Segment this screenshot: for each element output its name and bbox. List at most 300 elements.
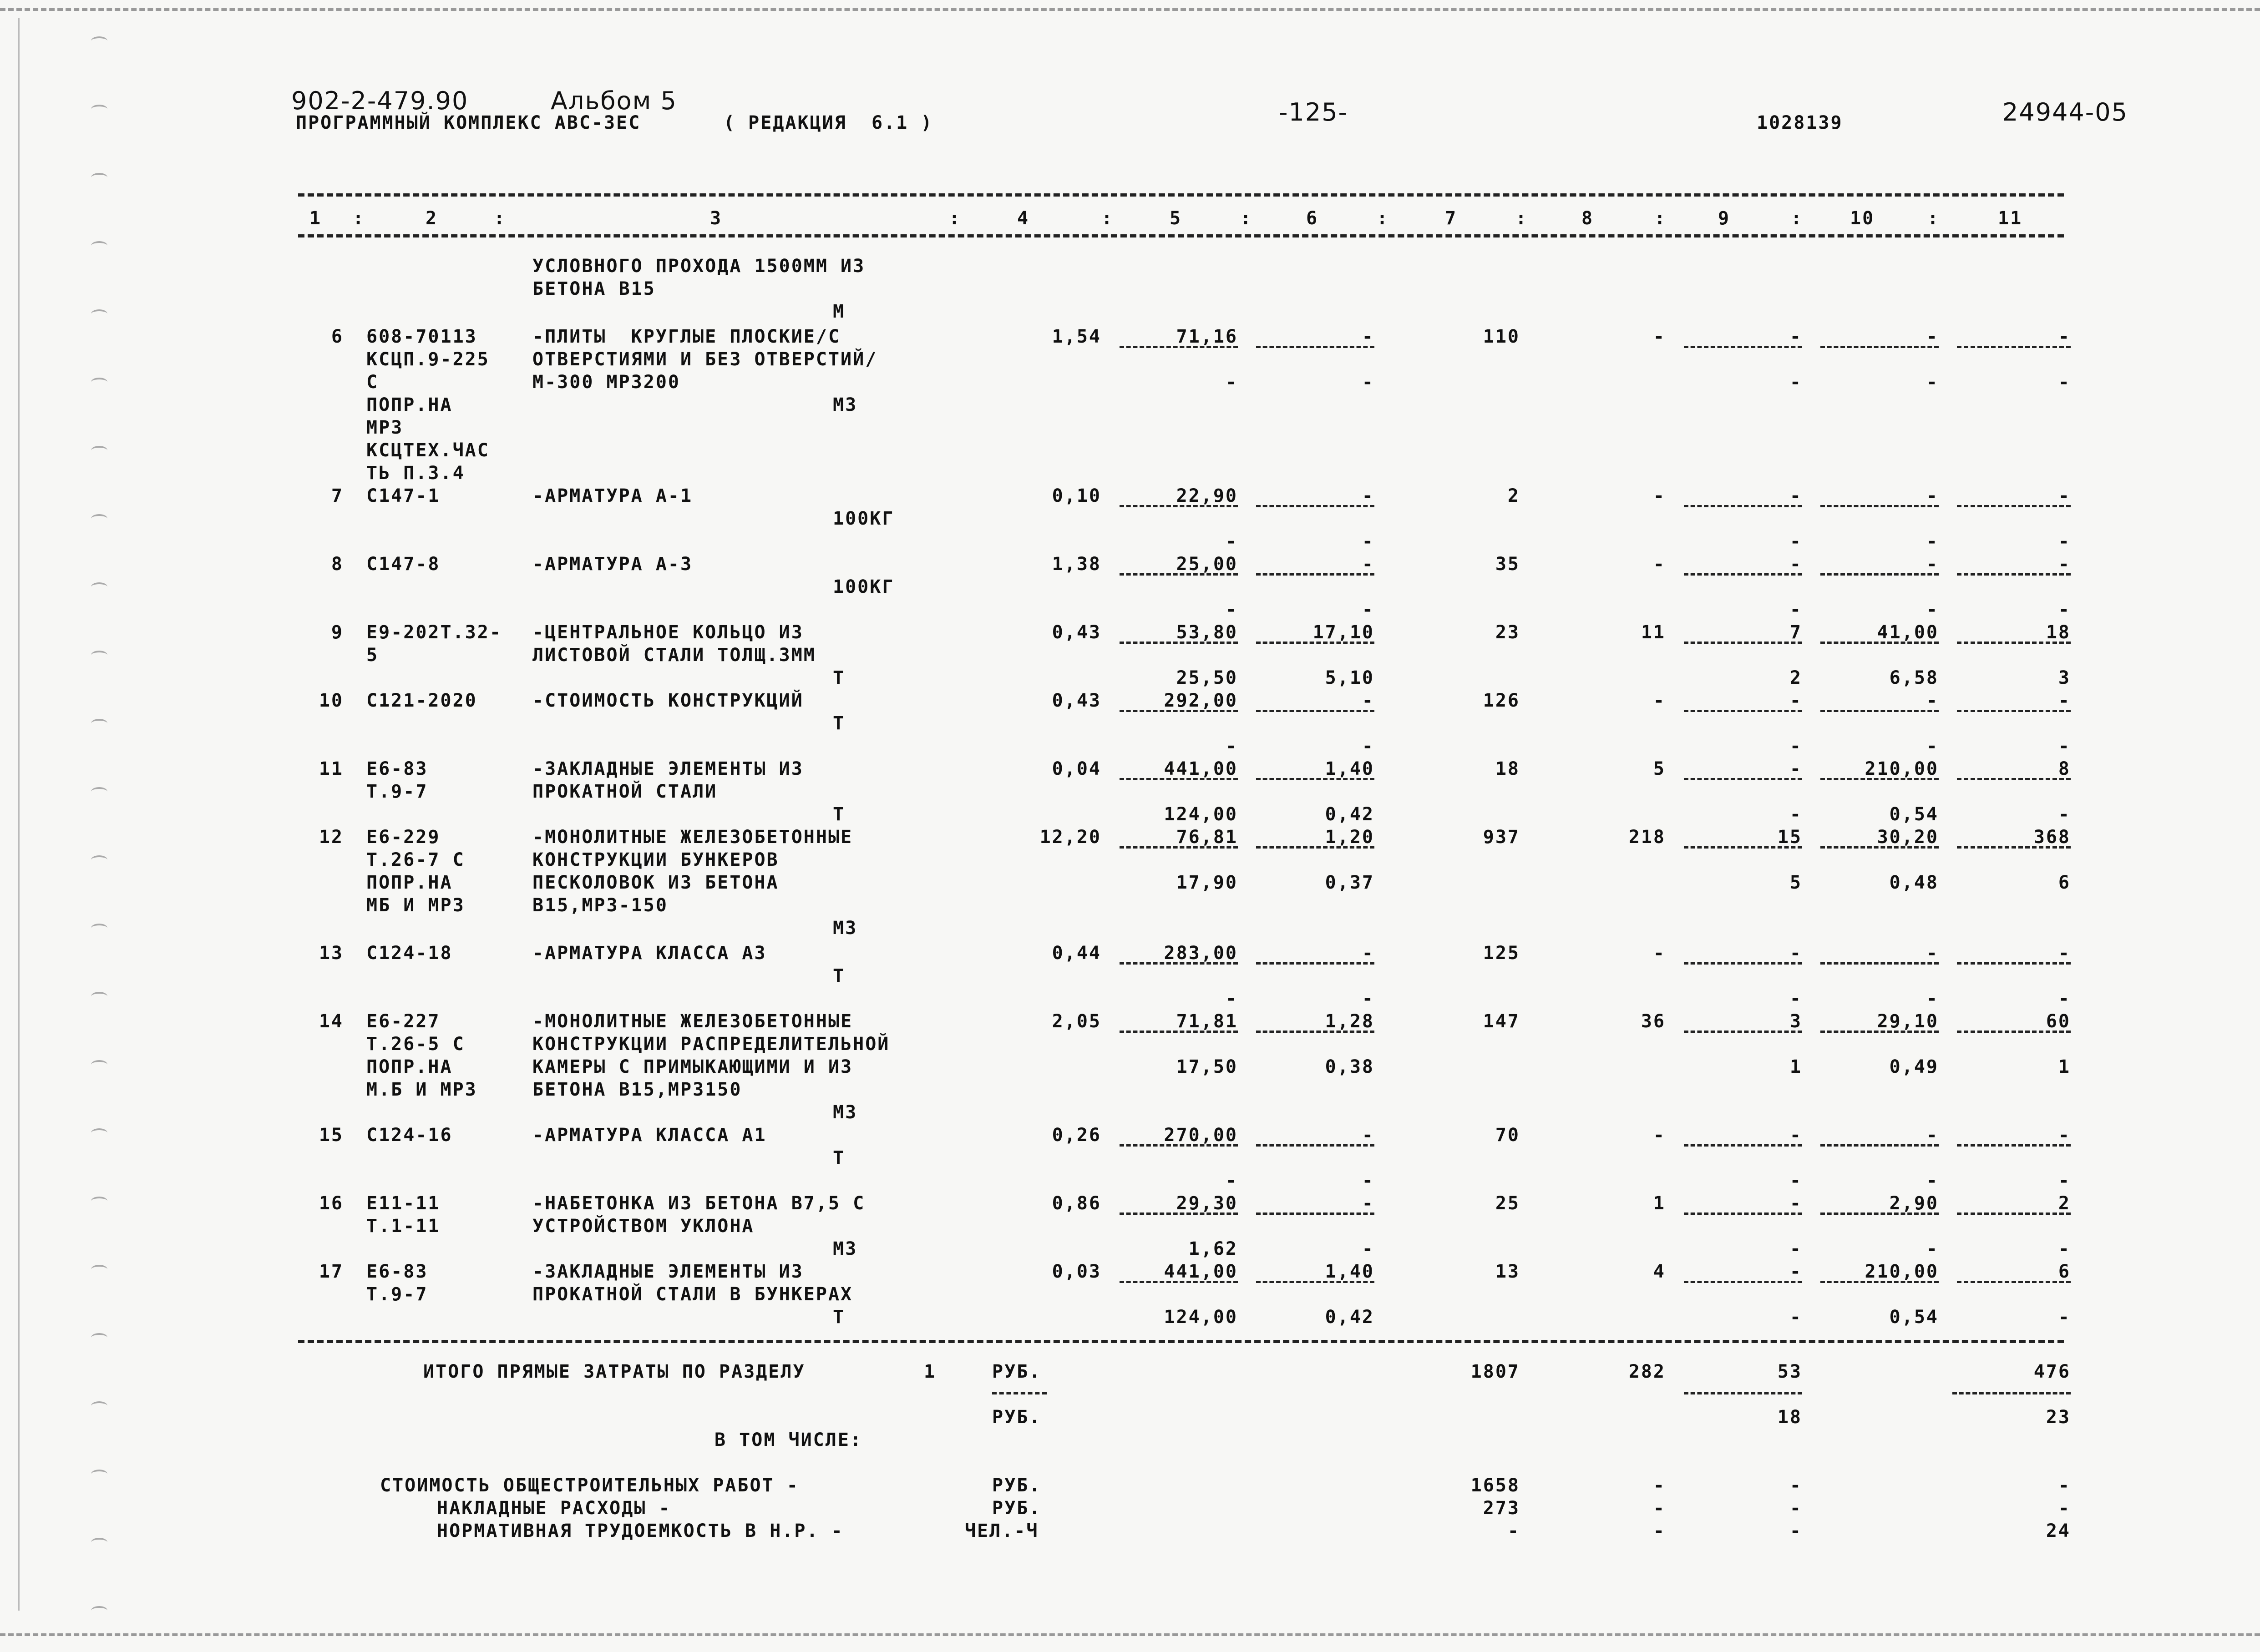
row-col5-second: 17,90 (1176, 872, 1238, 893)
subtotal-dash-line (1256, 1031, 1374, 1033)
subtotal-dash-line (1820, 1031, 1939, 1033)
row-description: КОНСТРУКЦИИ РАСПРЕДЕЛИТЕЛЬНОЙ (532, 1034, 890, 1055)
row-code: МБ И МР3 (366, 895, 465, 916)
subtotal-dash-line (1820, 1144, 1939, 1147)
summary-col9-1: - (1789, 1475, 1802, 1496)
subtotal-dash-line (1820, 642, 1939, 644)
row-description: КАМЕРЫ С ПРИМЫКАЮЩИМИ И ИЗ (532, 1056, 853, 1077)
row-col5: 71,16 (1176, 326, 1238, 347)
row-col4: 2,05 (1052, 1011, 1101, 1032)
row-col10-second: 0,49 (1889, 1056, 1939, 1077)
row-col5: 22,90 (1176, 485, 1238, 506)
summary-unit-2: РУБ. (992, 1498, 1042, 1519)
row-col11-second: 6 (2058, 872, 2071, 893)
row-col11: 60 (2046, 1011, 2071, 1032)
row-col10: - (1926, 326, 1939, 347)
row-col9: - (1789, 554, 1802, 575)
row-col6-second: - (1362, 372, 1374, 393)
row-code: 5 (366, 645, 379, 666)
summary-col7-3: - (1507, 1521, 1520, 1541)
row-col7: 110 (1483, 326, 1520, 347)
subtotal-dash-line (1957, 642, 2071, 644)
row-col10-second: - (1926, 372, 1939, 393)
row-col5-second: - (1225, 1170, 1238, 1191)
row-col9: 7 (1789, 622, 1802, 643)
row-col10: 2,90 (1889, 1193, 1939, 1214)
summary-col8-1: - (1653, 1475, 1666, 1496)
row-col6: 1,20 (1325, 827, 1374, 848)
row-code: С124-18 (366, 943, 453, 964)
row-col6: 1,28 (1325, 1011, 1374, 1032)
row-number: 16 (319, 1193, 344, 1214)
row-col10: 210,00 (1865, 758, 1939, 779)
row-col6: - (1362, 326, 1374, 347)
row-code: М.Б И МР3 (366, 1079, 477, 1100)
row-col11-second: - (2058, 531, 2071, 552)
row-col10-second: - (1926, 988, 1939, 1009)
row-col9: - (1789, 943, 1802, 964)
totals-label: ИТОГО ПРЯМЫЕ ЗАТРАТЫ ПО РАЗДЕЛУ (423, 1361, 806, 1382)
top-perforation (0, 8, 2260, 11)
row-col9: 15 (1777, 827, 1802, 848)
row-code: Е11-11 (366, 1193, 441, 1214)
subtotal-dash-line (1256, 505, 1374, 507)
bottom-perforation (0, 1633, 2260, 1636)
row-col6: - (1362, 485, 1374, 506)
row-col10-second: 0,54 (1889, 804, 1939, 825)
row-col9: - (1789, 690, 1802, 711)
subtotal-dash-line (1120, 1212, 1238, 1215)
subtotal-dash-line (1684, 1212, 1802, 1215)
subtotal-dash-line (1256, 346, 1374, 348)
row-col5-second: - (1225, 736, 1238, 757)
row-col4: 0,04 (1052, 758, 1101, 779)
row-col6: - (1362, 554, 1374, 575)
row-col9: - (1789, 758, 1802, 779)
subtotal-dash-line (1120, 642, 1238, 644)
col-header-3: 3 (710, 208, 723, 229)
subtotal-dash-line (1957, 1281, 2071, 1283)
row-col7: 25 (1495, 1193, 1520, 1214)
row-col6: - (1362, 1193, 1374, 1214)
row-col5: 76,81 (1176, 827, 1238, 848)
row-description: -АРМАТУРА А-3 (532, 554, 693, 575)
row-description: -МОНОЛИТНЫЕ ЖЕЛЕЗОБЕТОННЫЕ (532, 1011, 853, 1032)
row-col11: - (2058, 943, 2071, 964)
row-code: Т.26-5 С (366, 1034, 465, 1055)
row-unit: Т (833, 804, 846, 825)
row-col11: - (2058, 1125, 2071, 1146)
row-col9-second: - (1789, 372, 1802, 393)
row-col11-second: - (2058, 1307, 2071, 1328)
row-number: 8 (331, 554, 344, 575)
row-unit: Т (833, 965, 846, 986)
row-col6-second: - (1362, 988, 1374, 1009)
subtotal-dash-line (1957, 1031, 2071, 1033)
row-col4: 1,38 (1052, 554, 1101, 575)
row-unit: М3 (833, 1238, 858, 1259)
row-col10: 210,00 (1865, 1261, 1939, 1282)
row-col9: - (1789, 326, 1802, 347)
row-col5-second: - (1225, 531, 1238, 552)
row-description: КОНСТРУКЦИИ БУНКЕРОВ (532, 849, 779, 870)
row-col10-second: - (1926, 1238, 1939, 1259)
row-number: 14 (319, 1011, 344, 1032)
row-col9-second: - (1789, 988, 1802, 1009)
row-number: 6 (331, 326, 344, 347)
row-col11-second: - (2058, 988, 2071, 1009)
row-col8: 5 (1653, 758, 1666, 779)
subtotal-dash-line (1256, 1281, 1374, 1283)
row-col8: 1 (1653, 1193, 1666, 1214)
totals-col9-second: 18 (1777, 1407, 1802, 1428)
col-header-8: 8 (1581, 208, 1594, 229)
row-col8: 218 (1628, 827, 1666, 848)
row-unit: Т (833, 1307, 846, 1328)
subtotal-dash-line (1684, 1144, 1802, 1147)
col-header-10: 10 (1850, 208, 1875, 229)
row-col6: - (1362, 1125, 1374, 1146)
continuation-unit: М (833, 301, 846, 322)
row-col4: 0,10 (1052, 485, 1101, 506)
continuation-line-2: БЕТОНА В15 (532, 278, 656, 299)
row-col5: 283,00 (1164, 943, 1238, 964)
row-description: -АРМАТУРА КЛАССА А3 (532, 943, 767, 964)
row-col7: 23 (1495, 622, 1520, 643)
col-header-1: 1 (309, 208, 322, 229)
doc-code: 902-2-479.90 (291, 86, 469, 115)
summary-col9-3: - (1789, 1521, 1802, 1541)
row-col6: 1,40 (1325, 1261, 1374, 1282)
summary-unit-1: РУБ. (992, 1475, 1042, 1496)
row-col5-second: 124,00 (1164, 1307, 1238, 1328)
totals-col9: 53 (1777, 1361, 1802, 1382)
totals-col8: 282 (1628, 1361, 1666, 1382)
row-code: Е9-202Т.32- (366, 622, 502, 643)
subtotal-dash-line (1120, 1281, 1238, 1283)
subtotal-dash-line (1120, 778, 1238, 780)
row-code: Е6-83 (366, 1261, 428, 1282)
row-number: 10 (319, 690, 344, 711)
row-code: Е6-229 (366, 827, 441, 848)
row-col9-second: 5 (1789, 872, 1802, 893)
row-col9-second: - (1789, 1307, 1802, 1328)
row-col11: 2 (2058, 1193, 2071, 1214)
row-col9-second: - (1789, 804, 1802, 825)
subtotal-dash-line (1120, 962, 1238, 965)
row-col9-second: 2 (1789, 667, 1802, 688)
subtotal-dash-line (1684, 778, 1802, 780)
row-col8: - (1653, 485, 1666, 506)
row-col9: - (1789, 1125, 1802, 1146)
row-description: БЕТОНА В15,МР3150 (532, 1079, 742, 1100)
totals-section: 1 (924, 1361, 937, 1382)
row-col7: 126 (1483, 690, 1520, 711)
header-top-rule (298, 193, 2064, 197)
summary-col11-2: - (2058, 1498, 2071, 1519)
row-unit: М3 (833, 1102, 858, 1123)
totals-unit-1: РУБ. (992, 1361, 1042, 1382)
subtotal-dash-line (1957, 710, 2071, 712)
row-col7: 35 (1495, 554, 1520, 575)
summary-col11-3: 24 (2046, 1521, 2071, 1541)
summary-col9-2: - (1789, 1498, 1802, 1519)
subtotal-dash-line (1684, 710, 1802, 712)
row-description: УСТРОЙСТВОМ УКЛОНА (532, 1216, 755, 1237)
row-col10-second: 0,54 (1889, 1307, 1939, 1328)
row-code: Т.1-11 (366, 1216, 441, 1237)
subtotal-dash-line (1684, 846, 1802, 849)
row-col7: 13 (1495, 1261, 1520, 1282)
subtotal-dash-line (1957, 1212, 2071, 1215)
subtotal-dash-line (1120, 505, 1238, 507)
row-description: -МОНОЛИТНЫЕ ЖЕЛЕЗОБЕТОННЫЕ (532, 827, 853, 848)
row-code: С (366, 372, 379, 393)
subtotal-dash-line (1957, 778, 2071, 780)
row-col6: - (1362, 943, 1374, 964)
row-unit: Т (833, 713, 846, 734)
row-col6-second: 0,38 (1325, 1056, 1374, 1077)
row-col10: - (1926, 485, 1939, 506)
row-col4: 1,54 (1052, 326, 1101, 347)
subtotal-dash-line (1256, 642, 1374, 644)
row-col8: - (1653, 943, 1666, 964)
page-number: -125- (1279, 98, 1348, 126)
row-number: 9 (331, 622, 344, 643)
row-description: ЛИСТОВОЙ СТАЛИ ТОЛЩ.3ММ (532, 645, 816, 666)
row-col11-second: 1 (2058, 1056, 2071, 1077)
row-col5-second: - (1225, 599, 1238, 620)
row-col7: 18 (1495, 758, 1520, 779)
subtotal-dash-line (1256, 1212, 1374, 1215)
row-code: 608-70113 (366, 326, 477, 347)
row-description: ПРОКАТНОЙ СТАЛИ В БУНКЕРАХ (532, 1284, 853, 1305)
col-header-9: 9 (1718, 208, 1731, 229)
stamp-number: 24944-05 (2002, 98, 2128, 126)
subtotal-dash-line (1684, 642, 1802, 644)
row-col11: 6 (2058, 1261, 2071, 1282)
row-description: ПРОКАТНОЙ СТАЛИ (532, 781, 718, 802)
col-header-2: 2 (426, 208, 438, 229)
row-col5: 441,00 (1164, 1261, 1238, 1282)
summary-col8-3: - (1653, 1521, 1666, 1541)
row-number: 12 (319, 827, 344, 848)
row-col10: - (1926, 943, 1939, 964)
row-col10-second: - (1926, 1170, 1939, 1191)
subtotal-dash-line (1820, 846, 1939, 849)
program-label: ПРОГРАММНЫЙ КОМПЛЕКС АВС-3ЕС (296, 112, 641, 133)
including-label: В ТОМ ЧИСЛЕ: (714, 1430, 862, 1450)
row-description: -ПЛИТЫ КРУГЛЫЕ ПЛОСКИЕ/С (532, 326, 841, 347)
row-col11: 368 (2033, 827, 2071, 848)
row-code: Т.9-7 (366, 1284, 428, 1305)
row-number: 15 (319, 1125, 344, 1146)
row-col6-second: - (1362, 1238, 1374, 1259)
summary-col8-2: - (1653, 1498, 1666, 1519)
row-col4: 12,20 (1039, 827, 1101, 848)
row-col11-second: - (2058, 1238, 2071, 1259)
row-col6-second: 0,42 (1325, 804, 1374, 825)
row-col6: - (1362, 690, 1374, 711)
summary-label-2: НАКЛАДНЫЕ РАСХОДЫ - (437, 1498, 671, 1519)
subtotal-dash-line (1684, 962, 1802, 965)
row-col5-second: 17,50 (1176, 1056, 1238, 1077)
row-col8: 4 (1653, 1261, 1666, 1282)
row-code: КСЦТЕХ.ЧАС (366, 440, 490, 461)
row-col9-second: - (1789, 736, 1802, 757)
row-col10-second: - (1926, 736, 1939, 757)
row-col5-second: 25,50 (1176, 667, 1238, 688)
row-col8: - (1653, 690, 1666, 711)
row-col6-second: - (1362, 531, 1374, 552)
subtotal-dash-line (1820, 1212, 1939, 1215)
row-col11: 18 (2046, 622, 2071, 643)
row-col5: 292,00 (1164, 690, 1238, 711)
row-col6-second: - (1362, 599, 1374, 620)
summary-col7-2: 273 (1483, 1498, 1520, 1519)
row-col4: 0,43 (1052, 690, 1101, 711)
row-col6-second: 0,37 (1325, 872, 1374, 893)
row-col10: - (1926, 1125, 1939, 1146)
row-unit: М3 (833, 918, 858, 939)
row-code: ПОПР.НА (366, 394, 453, 415)
subtotal-dash-line (1684, 1031, 1802, 1033)
row-col10: 29,10 (1877, 1011, 1939, 1032)
row-col8: - (1653, 1125, 1666, 1146)
row-code: ТЬ П.3.4 (366, 463, 465, 484)
row-unit: Т (833, 667, 846, 688)
row-col11-second: - (2058, 736, 2071, 757)
subtotal-dash-line (1256, 962, 1374, 965)
row-col6-second: - (1362, 736, 1374, 757)
row-col4: 0,26 (1052, 1125, 1101, 1146)
subtotal-dash-line (1820, 505, 1939, 507)
row-col5: 71,81 (1176, 1011, 1238, 1032)
col-header-5: 5 (1170, 208, 1182, 229)
row-col10-second: 6,58 (1889, 667, 1939, 688)
row-description: -ЗАКЛАДНЫЕ ЭЛЕМЕНТЫ ИЗ (532, 1261, 804, 1282)
subtotal-dash-line (1256, 1144, 1374, 1147)
row-col5: 53,80 (1176, 622, 1238, 643)
subtotal-dash-line (1820, 1281, 1939, 1283)
row-col9-second: - (1789, 1238, 1802, 1259)
subtotal-dash-line (1684, 505, 1802, 507)
row-col9: - (1789, 1261, 1802, 1282)
row-col5: 270,00 (1164, 1125, 1238, 1146)
subtotal-dash-line (1120, 346, 1238, 348)
row-col7: 70 (1495, 1125, 1520, 1146)
row-description: -ЦЕНТРАЛЬНОЕ КОЛЬЦО ИЗ (532, 622, 804, 643)
row-col11-second: - (2058, 372, 2071, 393)
subtotal-dash-line (1957, 962, 2071, 965)
row-code: Т.26-7 С (366, 849, 465, 870)
subtotal-dash-line (1120, 1144, 1238, 1147)
row-col11-second: - (2058, 804, 2071, 825)
row-col7: 2 (1507, 485, 1520, 506)
row-description: -ЗАКЛАДНЫЕ ЭЛЕМЕНТЫ ИЗ (532, 758, 804, 779)
row-code: ПОПР.НА (366, 1056, 453, 1077)
row-number: 11 (319, 758, 344, 779)
row-col11: - (2058, 554, 2071, 575)
row-code: КСЦП.9-225 (366, 349, 490, 370)
row-col9: - (1789, 1193, 1802, 1214)
row-col8: 36 (1641, 1011, 1666, 1032)
row-description: -АРМАТУРА А-1 (532, 485, 693, 506)
row-col5-second: - (1225, 988, 1238, 1009)
row-col10-second: - (1926, 599, 1939, 620)
margin-line (18, 18, 20, 1611)
row-code: Т.9-7 (366, 781, 428, 802)
row-number: 13 (319, 943, 344, 964)
row-col11: 8 (2058, 758, 2071, 779)
col-header-4: 4 (1017, 208, 1030, 229)
row-number: 7 (331, 485, 344, 506)
row-col6: 17,10 (1312, 622, 1374, 643)
totals-col11: 476 (2033, 1361, 2071, 1382)
row-description: ПЕСКОЛОВОК ИЗ БЕТОНА (532, 872, 779, 893)
row-col9: - (1789, 485, 1802, 506)
subtotal-dash-line (1684, 573, 1802, 576)
summary-label-3: НОРМАТИВНАЯ ТРУДОЕМКОСТЬ В Н.Р. - (437, 1521, 844, 1541)
row-description: В15,МР3-150 (532, 895, 668, 916)
subtotal-dash-line (1256, 778, 1374, 780)
row-col6-second: 0,42 (1325, 1307, 1374, 1328)
subtotal-dash-line (1684, 1281, 1802, 1283)
summary-col11-1: - (2058, 1475, 2071, 1496)
subtotal-dash-line (1120, 1031, 1238, 1033)
row-col10-second: - (1926, 531, 1939, 552)
subtotal-dash-line (1120, 573, 1238, 576)
row-unit: 100КГ (833, 508, 895, 529)
row-col7: 147 (1483, 1011, 1520, 1032)
row-col7: 125 (1483, 943, 1520, 964)
row-code: С147-8 (366, 554, 441, 575)
row-col4: 0,43 (1052, 622, 1101, 643)
col-header-11: 11 (1998, 208, 2023, 229)
subtotal-dash-line (1120, 710, 1238, 712)
row-col9-second: 1 (1789, 1056, 1802, 1077)
row-description: -СТОИМОСТЬ КОНСТРУКЦИЙ (532, 690, 804, 711)
row-col11-second: - (2058, 1170, 2071, 1191)
summary-label-1: СТОИМОСТЬ ОБЩЕСТРОИТЕЛЬНЫХ РАБОТ - (380, 1475, 799, 1496)
row-code: МР3 (366, 417, 404, 438)
row-description: ОТВЕРСТИЯМИ И БЕЗ ОТВЕРСТИЙ/ (532, 349, 878, 370)
row-col6-second: 5,10 (1325, 667, 1374, 688)
subtotal-dash-line (1957, 505, 2071, 507)
row-col8: 11 (1641, 622, 1666, 643)
row-col4: 0,86 (1052, 1193, 1101, 1214)
header-bottom-rule (298, 234, 2064, 237)
subtotal-dash-line (1120, 846, 1238, 849)
row-col9-second: - (1789, 531, 1802, 552)
row-unit: Т (833, 1147, 846, 1168)
row-col4: 0,44 (1052, 943, 1101, 964)
totals-col11-second: 23 (2046, 1407, 2071, 1428)
row-col9-second: - (1789, 599, 1802, 620)
row-col11: - (2058, 326, 2071, 347)
row-col10-second: 0,48 (1889, 872, 1939, 893)
continuation-line-1: УСЛОВНОГО ПРОХОДА 1500ММ ИЗ (532, 256, 866, 277)
row-unit: 100КГ (833, 576, 895, 597)
subtotal-dash-line (1957, 846, 2071, 849)
subtotal-dash-line (1820, 778, 1939, 780)
row-code: С147-1 (366, 485, 441, 506)
totals-col7: 1807 (1470, 1361, 1520, 1382)
col-header-6: 6 (1306, 208, 1319, 229)
subtotal-dash-line (1957, 573, 2071, 576)
row-col9: 3 (1789, 1011, 1802, 1032)
row-code: С121-2020 (366, 690, 477, 711)
